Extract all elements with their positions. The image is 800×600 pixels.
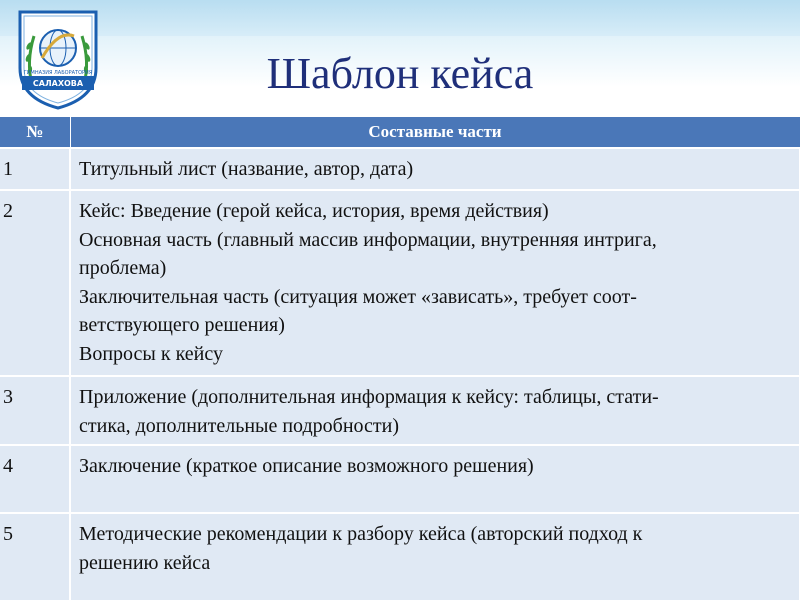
row-line: Вопросы к кейсу xyxy=(79,342,223,365)
table-row xyxy=(0,513,800,600)
page-title: Шаблон кейса xyxy=(266,49,534,98)
table-row xyxy=(0,376,800,445)
gymnasium-logo xyxy=(12,6,104,110)
row-line: Приложение (дополнительная информация к кейсу: таблицы, стати- xyxy=(79,386,659,408)
case-template-table xyxy=(0,117,800,600)
row-line: Кейс: Введение (герой кейса, история, время действия) xyxy=(79,200,549,222)
row-number: 1 xyxy=(0,148,70,190)
row-line: Заключительная часть (ситуация может «зависать», требует соот- xyxy=(79,285,637,308)
logo-caption-top: ГИМНАЗИЯ ЛАБОРАТОРИЯ xyxy=(23,70,93,76)
row-line: стика, дополнительные подробности) xyxy=(79,414,400,437)
logo-caption-name: САЛАХОВА xyxy=(32,79,84,88)
table-row xyxy=(0,445,800,513)
table-row xyxy=(0,148,800,190)
row-line: проблема) xyxy=(79,257,167,279)
row-line: Методические рекомендации к разбору кейса (авторский подход к xyxy=(79,523,643,545)
header-band xyxy=(0,0,800,36)
row-line: ветствующего решения) xyxy=(79,314,285,336)
column-header-number: № xyxy=(0,117,70,148)
table-header-row xyxy=(0,117,800,148)
row-number: 2 xyxy=(0,190,70,376)
row-content xyxy=(70,148,800,190)
slide-header xyxy=(0,0,800,116)
row-number: 5 xyxy=(0,513,70,600)
row-content xyxy=(70,513,800,600)
row-line: Титульный лист (название, автор, дата) xyxy=(79,158,414,180)
row-number: 3 xyxy=(0,376,70,445)
row-content xyxy=(70,376,800,445)
row-line: решению кейса xyxy=(79,551,211,574)
row-line: Заключение (краткое описание возможного решения) xyxy=(79,455,534,477)
row-number: 4 xyxy=(0,445,70,513)
row-content xyxy=(70,445,800,513)
row-content xyxy=(70,190,800,376)
table-row xyxy=(0,190,800,376)
row-line: Основная часть (главный массив информации, внутренняя интрига, xyxy=(79,228,657,251)
column-header-parts: Составные части xyxy=(70,117,800,148)
